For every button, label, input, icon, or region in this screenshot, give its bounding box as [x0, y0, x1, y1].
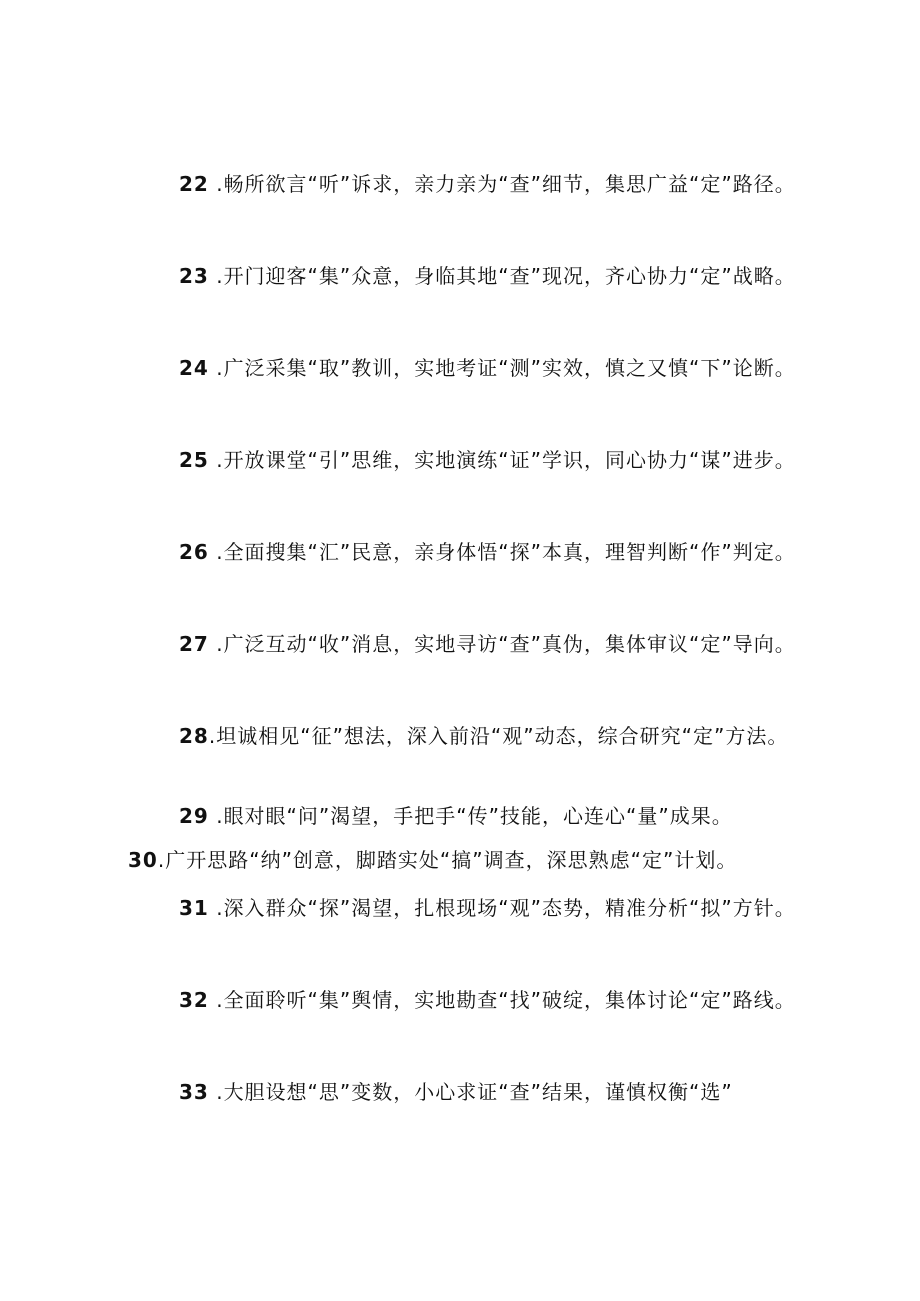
list-item	[135, 253, 815, 299]
list-item	[135, 529, 815, 575]
list-item	[135, 161, 815, 207]
item-text: 广泛采集“取”教训，实地考证“测”实效，慎之又慎“下”论断。	[223, 356, 796, 380]
item-text: 开放课堂“引”思维，实地演练“证”学识，同心协力“谋”进步。	[223, 448, 796, 472]
list-item	[128, 839, 818, 881]
item-number: 32	[179, 988, 209, 1012]
item-text: 大胆设想“思”变数，小心求证“查”结果，谨慎权衡“选”	[223, 1080, 733, 1104]
item-number: 27	[179, 632, 209, 656]
item-number: 30	[128, 848, 158, 872]
list-item	[135, 795, 815, 837]
item-text: 坦诚相见“征”想法，深入前沿“观”动态，综合研究“定”方法。	[216, 724, 789, 748]
item-number: 23	[179, 264, 209, 288]
list-item	[135, 885, 815, 931]
item-separator: .	[157, 848, 166, 872]
list-item	[135, 621, 815, 667]
item-text: 全面搜集“汇”民意，亲身体悟“探”本真，理智判断“作”判定。	[223, 540, 796, 564]
item-separator: .	[208, 896, 224, 920]
list-item	[135, 718, 815, 754]
item-number: 33	[179, 1080, 209, 1104]
item-number: 26	[179, 540, 209, 564]
item-number: 28	[179, 724, 209, 748]
item-separator: .	[208, 632, 224, 656]
item-text: 畅所欲言“听”诉求，亲力亲为“查”细节，集思广益“定”路径。	[223, 172, 796, 196]
item-text: 深入群众“探”渴望，扎根现场“观”态势，精准分析“拟”方针。	[223, 896, 796, 920]
item-separator: .	[208, 448, 224, 472]
item-text: 眼对眼“问”渴望，手把手“传”技能，心连心“量”成果。	[223, 804, 733, 828]
item-number: 29	[179, 804, 209, 828]
list-item	[135, 1069, 815, 1115]
item-text: 广开思路“纳”创意，脚踏实处“搞”调查，深思熟虑“定”计划。	[165, 848, 738, 872]
item-separator: .	[208, 1080, 224, 1104]
item-separator: .	[208, 356, 224, 380]
item-separator: .	[208, 988, 224, 1012]
list-item	[135, 437, 815, 483]
item-text: 广泛互动“收”消息，实地寻访“查”真伪，集体审议“定”导向。	[223, 632, 796, 656]
item-separator: .	[208, 540, 224, 564]
list-item	[135, 345, 815, 391]
item-separator: .	[208, 172, 224, 196]
item-number: 25	[179, 448, 209, 472]
list-item	[135, 977, 815, 1023]
item-number: 31	[179, 896, 209, 920]
item-number: 22	[179, 172, 209, 196]
item-number: 24	[179, 356, 209, 380]
item-separator: .	[208, 724, 217, 748]
item-separator: .	[208, 264, 224, 288]
item-text: 开门迎客“集”众意，身临其地“查”现况，齐心协力“定”战略。	[223, 264, 796, 288]
item-separator: .	[208, 804, 224, 828]
item-text: 全面聆听“集”舆情，实地勘查“找”破绽，集体讨论“定”路线。	[223, 988, 796, 1012]
